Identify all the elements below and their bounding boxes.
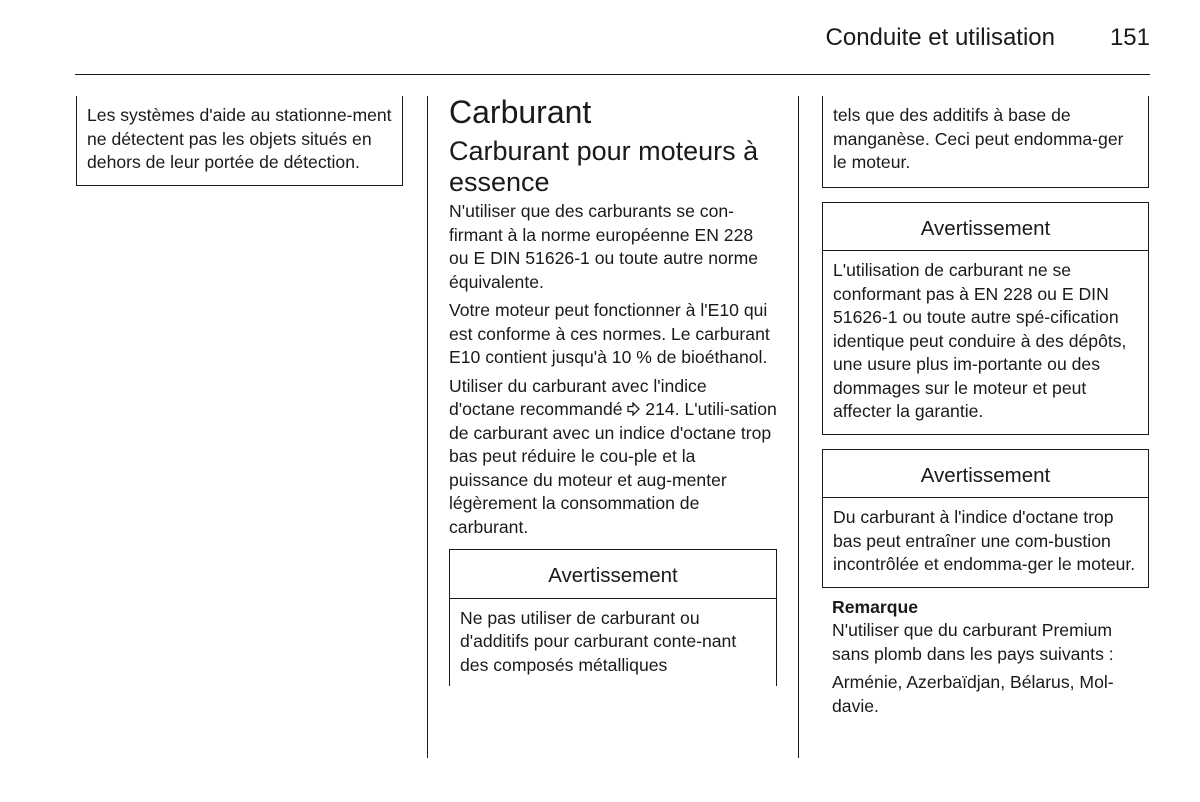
page-number: 151 [1109, 24, 1150, 51]
continued-warning-box [822, 96, 1149, 188]
remark-title: Remarque [832, 596, 919, 617]
running-header-title: Conduite et utilisation [825, 24, 1055, 51]
subsection-title: Carburant pour moteurs à essence [449, 136, 759, 197]
warning-box-octane [822, 449, 1149, 588]
left-note-box [76, 96, 403, 186]
remark-text: N'utiliser que du carburant Premium sans plomb dans les pays suivants : [832, 620, 1114, 664]
page-reference-arrow-icon [627, 399, 640, 419]
continued-warning-text: tels que des additifs à base de manganèse. Ceci peut endomma-ger le moteur. [833, 105, 1124, 172]
right-column [822, 96, 1149, 723]
middle-column [449, 94, 777, 686]
paragraph-norms: N'utiliser que des carburants se con-firmant à la norme européenne EN 228 ou E DIN 51626-1 ou toute autre norme équivalente. [449, 201, 759, 292]
warning-title: Avertissement [450, 550, 776, 599]
paragraph-octane-text-end: 214. L'utili-sation de carburant avec un indice d'octane trop bas peut réduire le cou-ple et la puissance du moteur et aug-menter légèrement la consommation de carburant. [449, 399, 777, 537]
column-divider-right [798, 96, 799, 758]
paragraph-octane-text-start: Utiliser du carburant avec l'indice d'octane recommandé [449, 375, 707, 419]
paragraph-octane [449, 375, 777, 540]
warning-text: Ne pas utiliser de carburant ou d'additifs pour carburant conte-nant des composés métalliques [460, 607, 737, 675]
warning-box-en228 [822, 202, 1149, 435]
header-divider [75, 74, 1150, 75]
left-note-text: Les systèmes d'aide au stationne-ment ne détectent pas les objets situés en dehors de leur portée de détection. [87, 105, 392, 172]
paragraph-e10: Votre moteur peut fonctionner à l'E10 qui est conforme à ces normes. Le carburant E10 contient jusqu'à 10 % de bioéthanol. [449, 300, 770, 367]
warning-box-metallic [449, 549, 777, 686]
section-title: Carburant [449, 94, 592, 130]
warning-text: Du carburant à l'indice d'octane trop bas peut entraîner une com-bustion incontrôlée et endomma-ger le moteur. [833, 507, 1136, 574]
column-divider-left [427, 96, 428, 758]
warning-title: Avertissement [823, 450, 1148, 499]
remark-countries: Arménie, Azerbaïdjan, Bélarus, Mol-davie. [832, 672, 1114, 716]
warning-text: L'utilisation de carburant ne se conformant pas à EN 228 ou E DIN 51626-1 ou toute autre spé-cification identique peut conduire à des dépôts, une usure plus im-portante ou des dommages sur le moteur et peut affecter la garantie. [833, 260, 1127, 421]
remark-block [822, 596, 1149, 719]
warning-title: Avertissement [823, 203, 1148, 252]
